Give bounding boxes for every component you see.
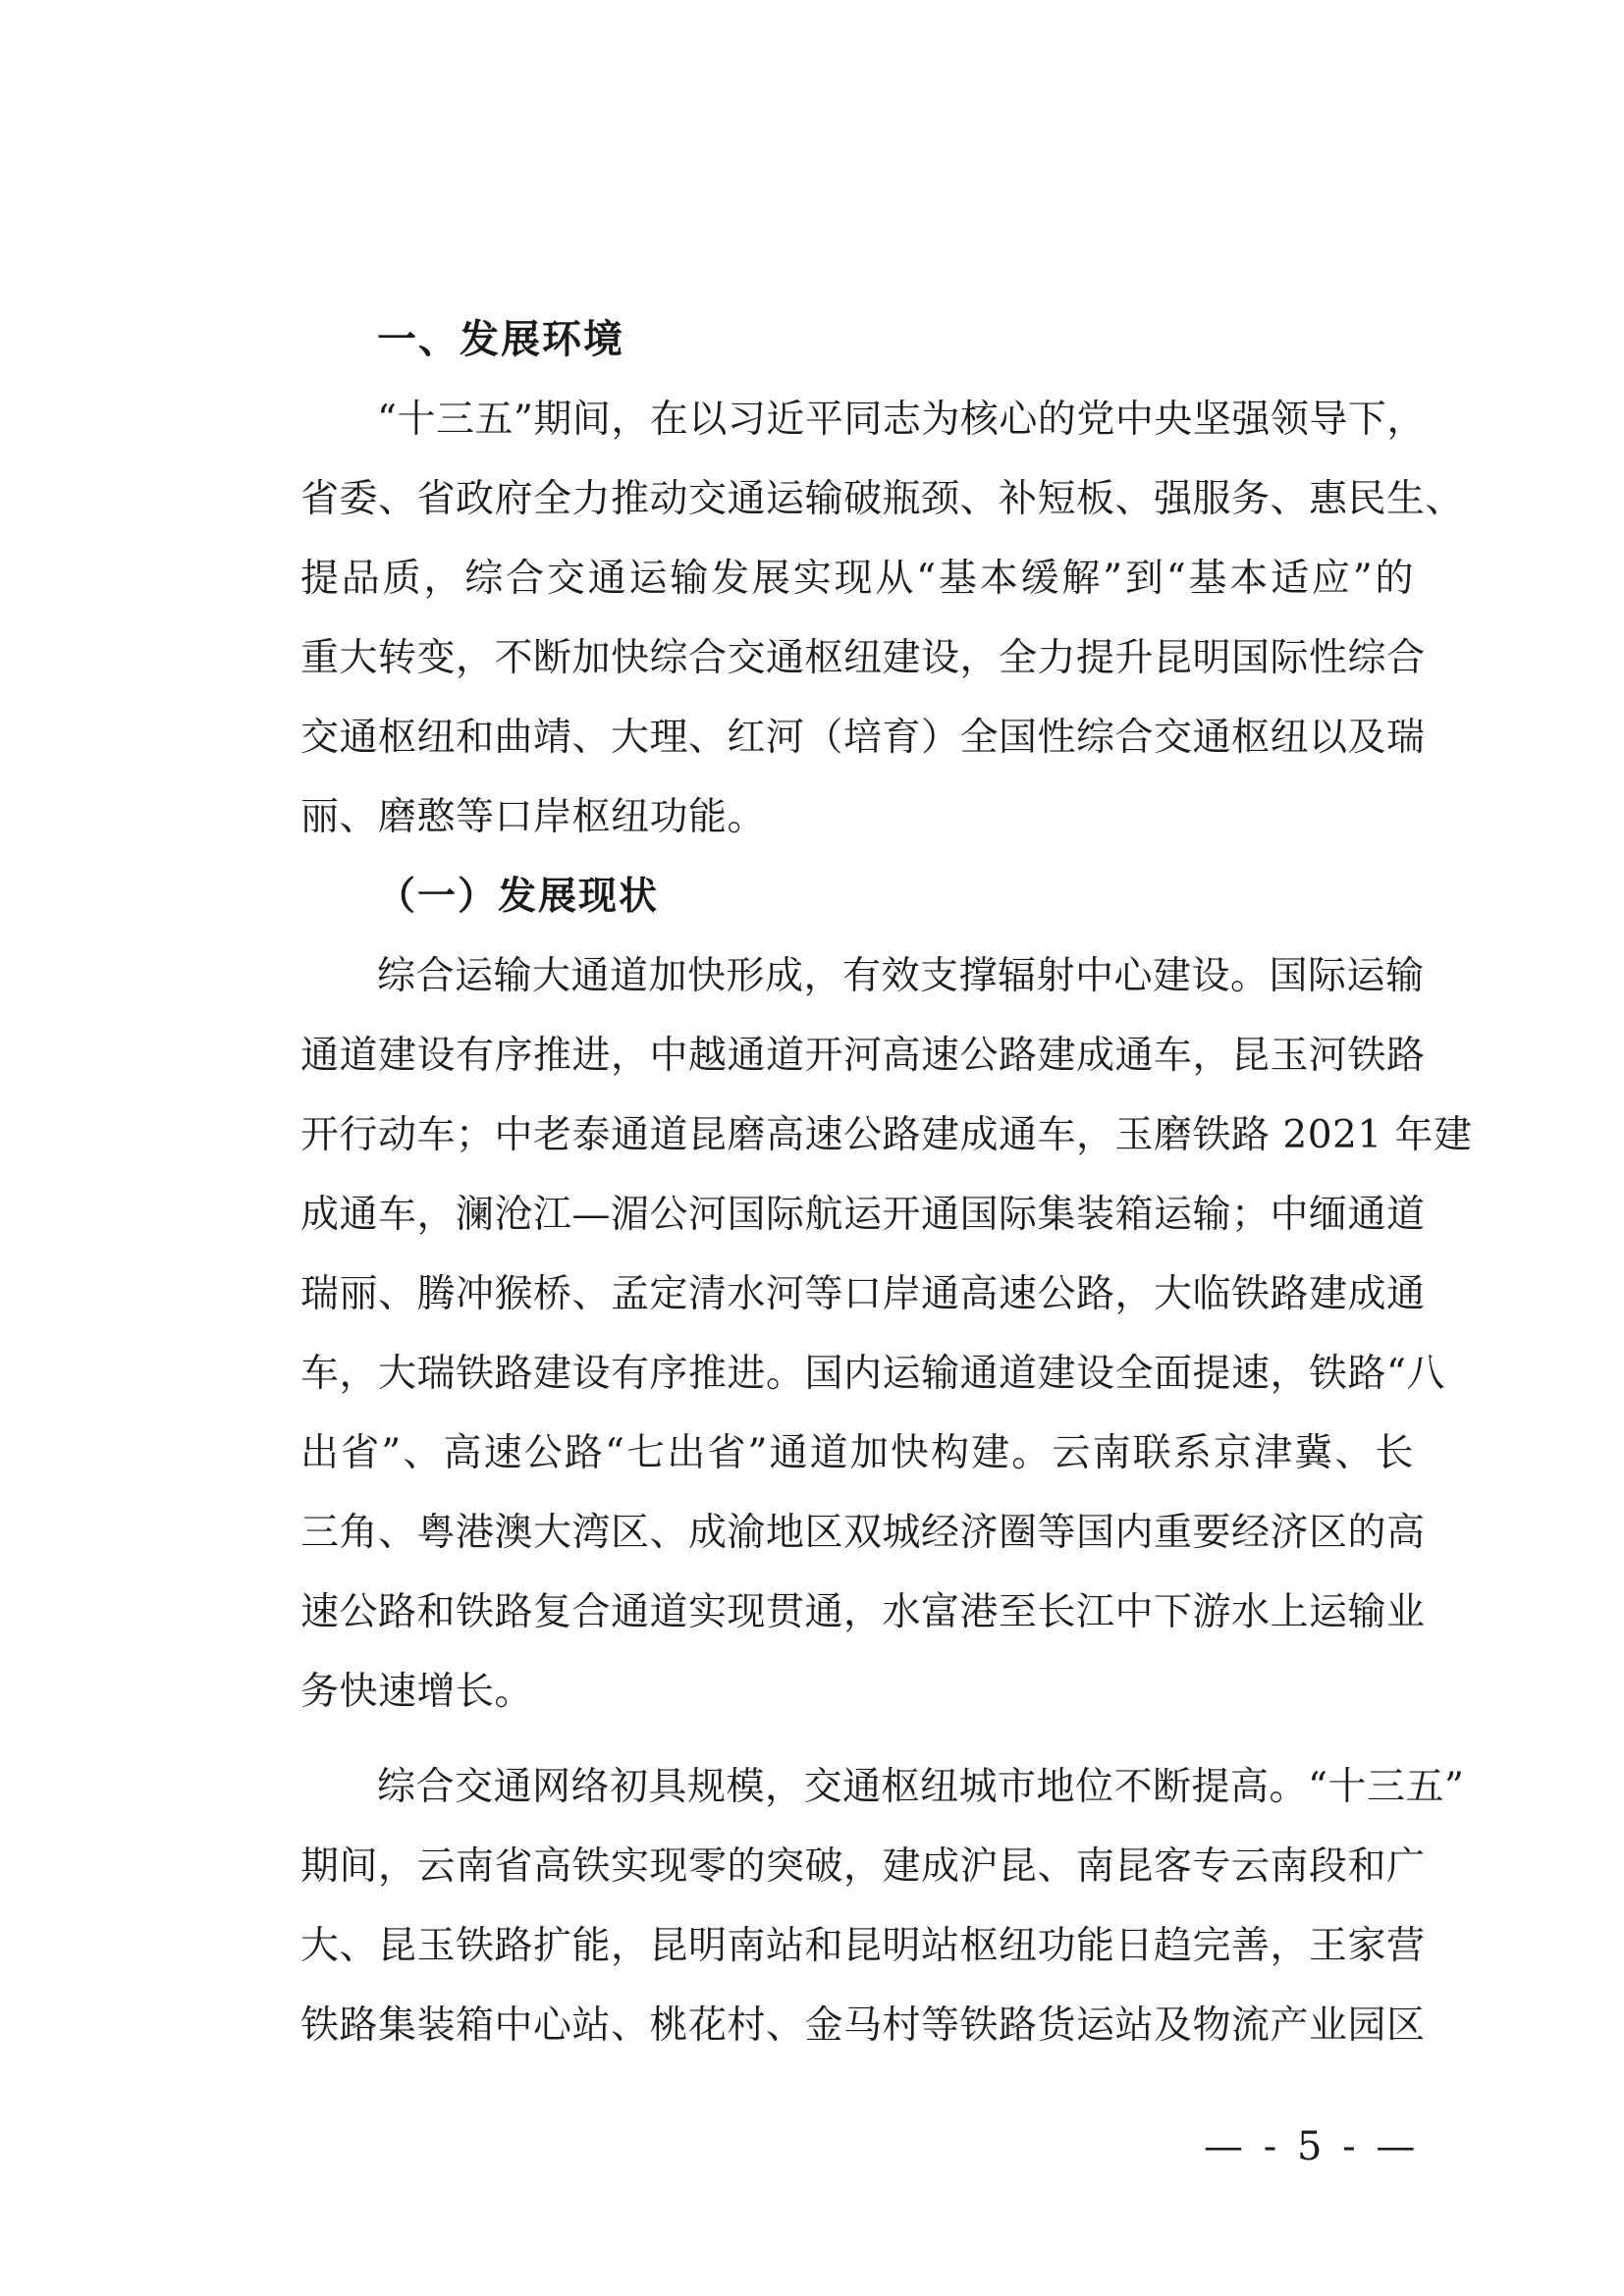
- paragraph-line: 三角、粤港澳大湾区、成渝地区双城经济圈等国内重要经济区的高: [300, 1511, 1426, 1555]
- section-heading: 一、发展环境: [377, 317, 624, 362]
- document-body: [300, 300, 1473, 2065]
- paragraph-line: 通道建设有序推进，中越通道开河高速公路建成通车，昆玉河铁路: [300, 1034, 1426, 1078]
- paragraph-gap: [300, 1732, 1414, 1747]
- paragraph-line: 出省”、高速公路“七出省”通道加快构建。云南联系京津冀、长: [300, 1431, 1414, 1475]
- paragraph-line: 丽、磨憨等口岸枢纽功能。: [300, 795, 767, 839]
- paragraph-line: 重大转变，不断加快综合交通枢纽建设，全力提升昆明国际性综合: [300, 636, 1426, 680]
- paragraph-transport-network: [300, 1747, 1465, 2065]
- paragraph-line: 瑞丽、腾冲猴桥、孟定清水河等口岸通高速公路，大临铁路建成通: [300, 1272, 1426, 1316]
- paragraph-line: 综合交通网络初具规模，交通枢纽城市地位不断提高。“十三五”: [377, 1765, 1465, 1809]
- paragraph-transport-corridors: [300, 936, 1473, 1732]
- paragraph-line: 期间，云南省高铁实现零的突破，建成沪昆、南昆客专云南段和广: [300, 1844, 1426, 1889]
- paragraph-line: 务快速增长。: [300, 1670, 534, 1714]
- page-number: — - 5 - —: [1204, 2124, 1420, 2169]
- paragraph-line: 综合运输大通道加快形成，有效支撑辐射中心建设。国际运输: [377, 954, 1425, 998]
- paragraph-line: 开行动车；中老泰通道昆磨高速公路建成通车，玉磨铁路 2021 年建: [300, 1113, 1473, 1157]
- paragraph-line: 铁路集装箱中心站、桃花村、金马村等铁路货运站及物流产业园区: [300, 2003, 1426, 2048]
- paragraph-line: “十三五”期间，在以习近平同志为核心的党中央坚强领导下，: [377, 398, 1426, 442]
- paragraph-line: 速公路和铁路复合通道实现贯通，水富港至长江中下游水上运输业: [300, 1590, 1426, 1634]
- paragraph-line: 成通车，澜沧江—湄公河国际航运开通国际集装箱运输；中缅通道: [300, 1193, 1426, 1237]
- paragraph-line: 交通枢纽和曲靖、大理、红河（培育）全国性综合交通枢纽以及瑞: [300, 716, 1426, 760]
- paragraph-development-environment: [300, 380, 1465, 857]
- paragraph-line: 省委、省政府全力推动交通运输破瓶颈、补短板、强服务、惠民生、: [300, 477, 1465, 521]
- paragraph-line: 提品质，综合交通运输发展实现从“基本缓解”到“基本适应”的: [300, 557, 1414, 601]
- paragraph-line: 大、昆玉铁路扩能，昆明南站和昆明站枢纽功能日趋完善，王家营: [300, 1924, 1426, 1968]
- paragraph-line: 车，大瑞铁路建设有序推进。国内运输通道建设全面提速，铁路“八: [300, 1352, 1445, 1396]
- subsection-heading: （一）发展现状: [377, 874, 660, 919]
